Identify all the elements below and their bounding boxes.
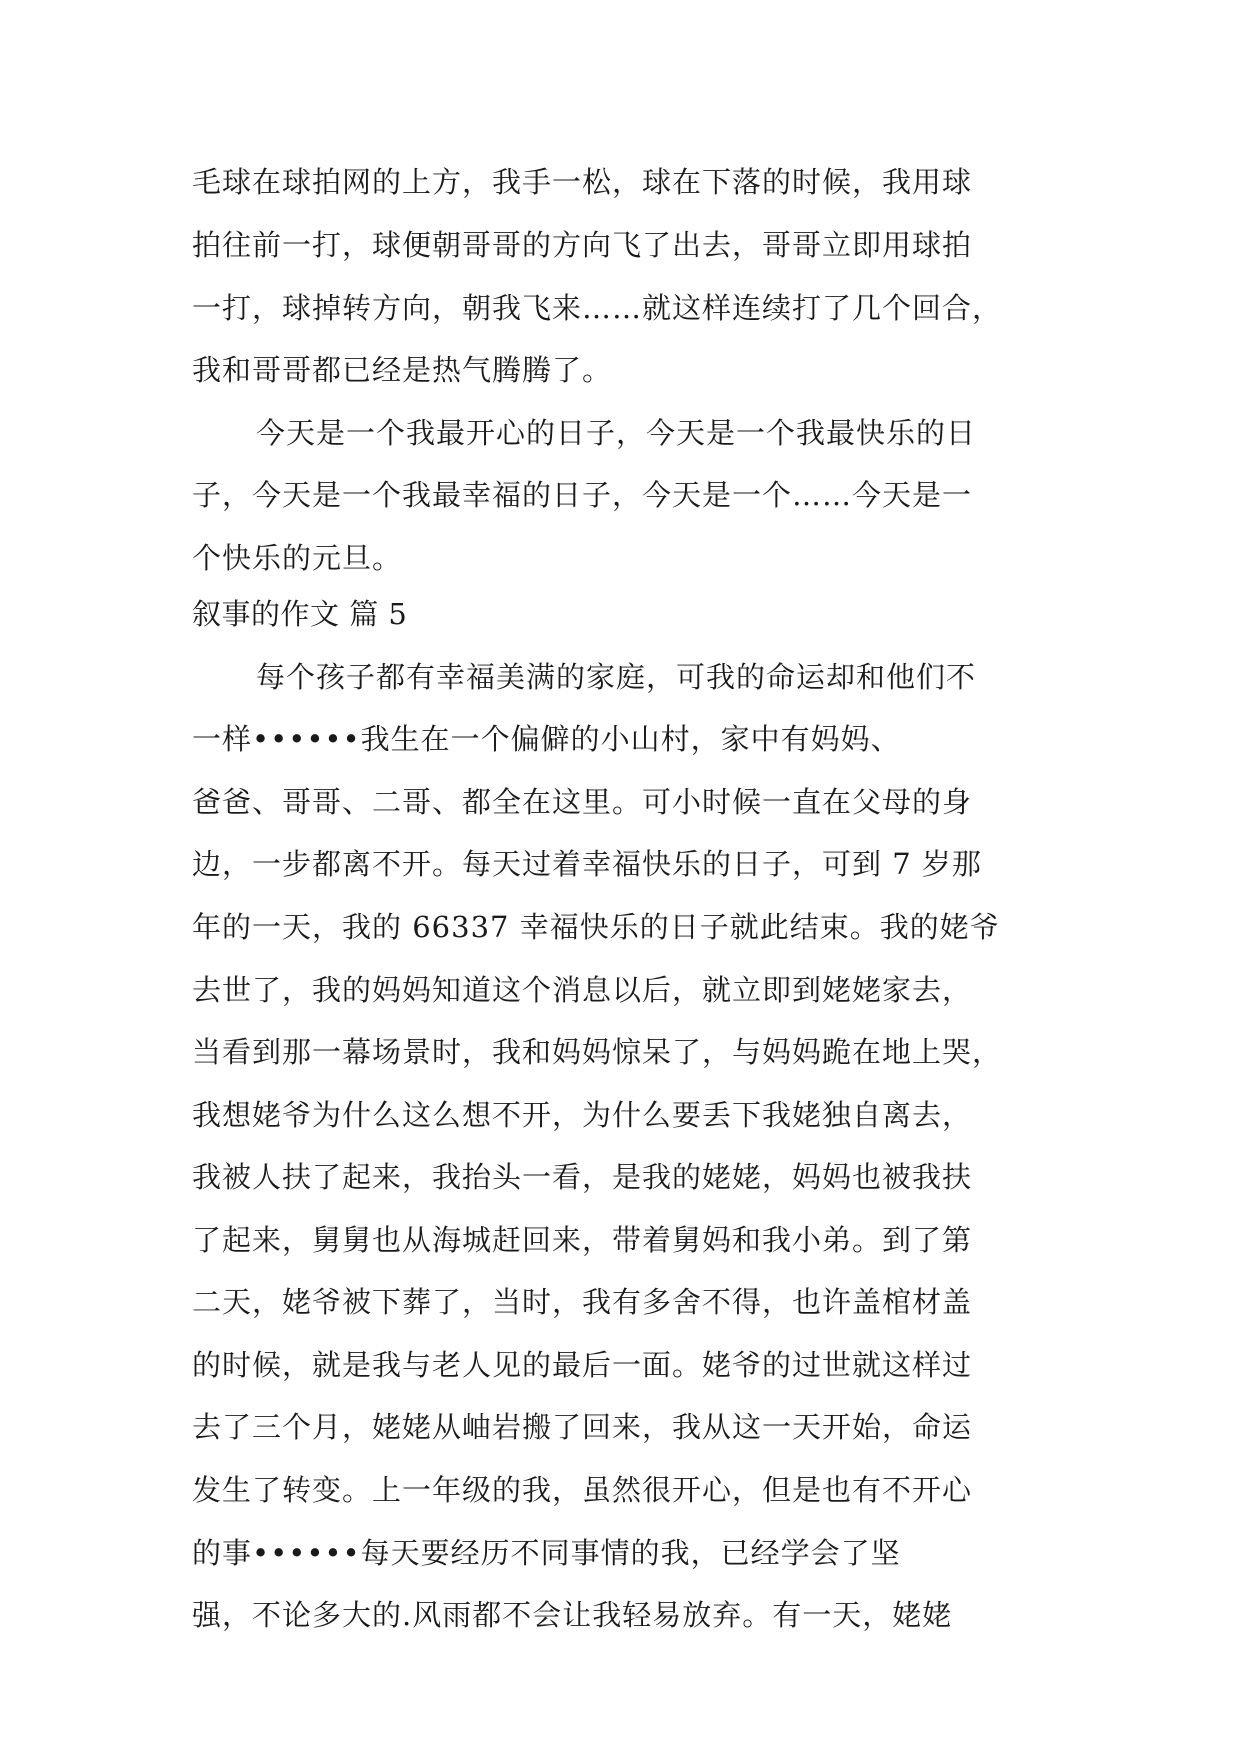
text-line: 毛球在球拍网的上方，我手一松，球在下落的时候，我用球 (192, 165, 973, 199)
text-line: 的事••••••每天要经历不同事情的我，已经学会了坚 (192, 1536, 901, 1570)
text-line: 我想姥爷为什么这么想不开，为什么要丢下我姥独自离去， (192, 1098, 973, 1132)
text-line: 子，今天是一个我最幸福的日子，今天是一个……今天是一 (192, 478, 973, 512)
text-line: 强，不论多大的.风雨都不会让我轻易放弃。有一天，姥姥 (192, 1598, 953, 1632)
text-line: 的时候，就是我与老人见的最后一面。姥爷的过世就这样过 (192, 1348, 973, 1382)
text-line: 当看到那一幕场景时，我和妈妈惊呆了，与妈妈跪在地上哭， (192, 1035, 1003, 1069)
text-line: 了起来，舅舅也从海城赶回来，带着舅妈和我小弟。到了第 (192, 1223, 973, 1257)
text-line: 去世了，我的妈妈知道这个消息以后，就立即到姥姥家去， (192, 973, 973, 1007)
paragraph-first-line: 每个孩子都有幸福美满的家庭，可我的命运却和他们不 (256, 660, 977, 694)
text-line: 发生了转变。上一年级的我，虽然很开心，但是也有不开心 (192, 1473, 973, 1507)
text-line: 爸爸、哥哥、二哥、都全在这里。可小时候一直在父母的身 (192, 785, 973, 819)
paragraph-first-line: 今天是一个我最开心的日子，今天是一个我最快乐的日 (256, 416, 977, 450)
text-line: 个快乐的元旦。 (192, 541, 403, 575)
text-line: 一打，球掉转方向，朝我飞来……就这样连续打了几个回合， (192, 291, 1003, 325)
text-line: 边，一步都离不开。每天过着幸福快乐的日子，可到 7 岁那 (192, 847, 982, 881)
text-line: 年的一天，我的 66337 幸福快乐的日子就此结束。我的姥爷 (192, 910, 1000, 944)
section-heading: 叙事的作文 篇 5 (192, 597, 408, 631)
text-line: 我被人扶了起来，我抬头一看，是我的姥姥，妈妈也被我扶 (192, 1160, 973, 1194)
text-line: 二天，姥爷被下葬了，当时，我有多舍不得，也许盖棺材盖 (192, 1285, 973, 1319)
text-line: 我和哥哥都已经是热气腾腾了。 (192, 353, 613, 387)
text-line: 拍往前一打，球便朝哥哥的方向飞了出去，哥哥立即用球拍 (192, 228, 973, 262)
text-line: 一样••••••我生在一个偏僻的小山村，家中有妈妈、 (192, 722, 901, 756)
text-line: 去了三个月，姥姥从岫岩搬了回来，我从这一天开始，命运 (192, 1410, 973, 1444)
